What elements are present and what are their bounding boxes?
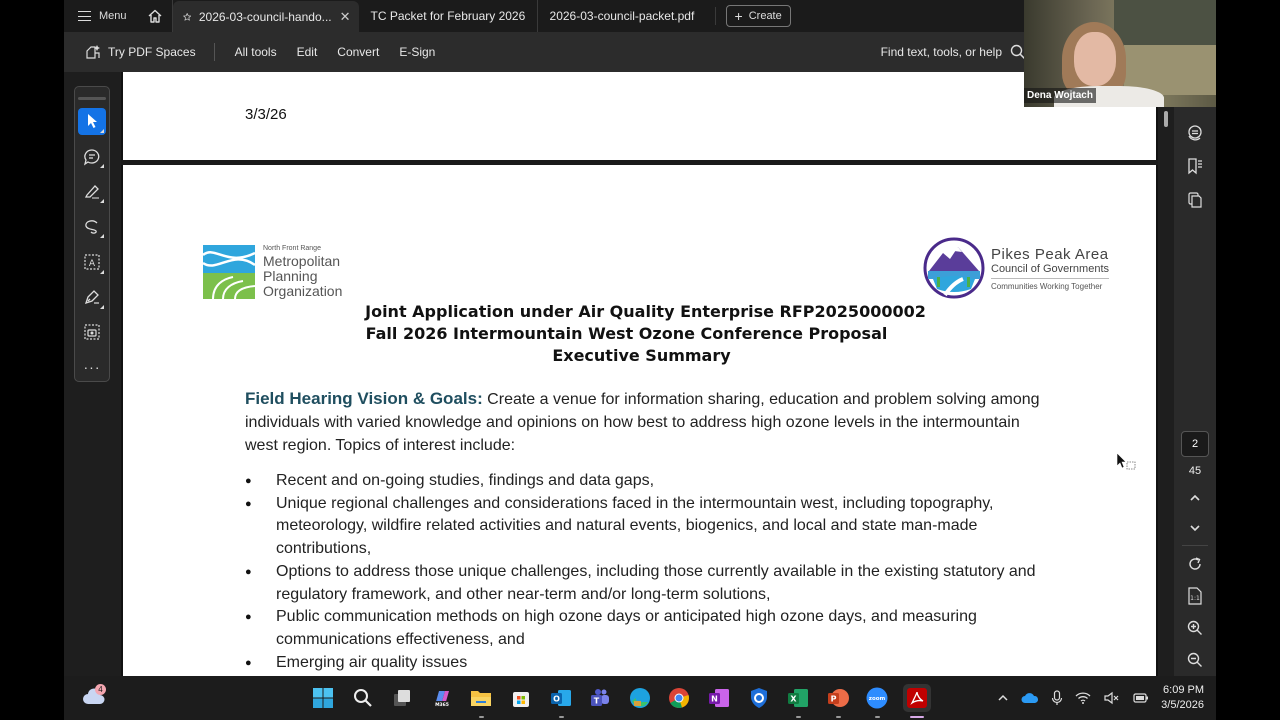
vision-paragraph bbox=[245, 387, 1045, 457]
bookmarks-panel-button[interactable] bbox=[1174, 149, 1216, 183]
zoom-out-icon bbox=[1187, 652, 1203, 668]
camera-snapshot-icon bbox=[83, 323, 101, 341]
vertical-scrollbar[interactable] bbox=[1161, 107, 1171, 676]
zoom-app[interactable] bbox=[863, 684, 891, 712]
weather-badge: 4 bbox=[95, 684, 106, 695]
rotate-button[interactable] bbox=[1174, 548, 1216, 580]
highlighter-pen-icon bbox=[83, 183, 101, 201]
webcam-background bbox=[1114, 0, 1216, 50]
tab-tc-packet[interactable] bbox=[359, 0, 537, 32]
running-indicator bbox=[836, 716, 841, 718]
actual-size-page-icon bbox=[1187, 587, 1203, 605]
current-page bbox=[121, 165, 1158, 676]
home-button[interactable] bbox=[139, 0, 173, 32]
microsoft-store-app[interactable] bbox=[507, 684, 535, 712]
list-item: ● Recent and on-going studies, findings and data gaps, bbox=[245, 470, 1045, 493]
tool-options-corner bbox=[100, 164, 104, 168]
tab-council-packet[interactable] bbox=[537, 0, 715, 32]
powerpoint-icon bbox=[827, 687, 849, 709]
title-line: Fall 2026 Intermountain West Ozone Conference Proposal bbox=[365, 324, 888, 343]
tool-options-corner bbox=[100, 234, 104, 238]
ppacg-logo-text bbox=[991, 246, 1109, 291]
next-page-button[interactable] bbox=[1174, 513, 1216, 543]
windows-logo-icon bbox=[312, 687, 334, 709]
search-icon bbox=[353, 688, 373, 708]
nfrmpo-logo-text bbox=[263, 245, 342, 299]
try-pdf-spaces-label: Try PDF Spaces bbox=[108, 45, 196, 59]
wifi-icon[interactable] bbox=[1075, 691, 1091, 705]
select-tool-button[interactable] bbox=[78, 108, 106, 135]
teams-app[interactable] bbox=[586, 684, 614, 712]
fountain-pen-sign-icon bbox=[83, 288, 101, 306]
current-page-input[interactable]: 2 bbox=[1181, 431, 1209, 457]
system-tray bbox=[997, 676, 1216, 720]
add-comment-tool-button[interactable] bbox=[78, 143, 106, 170]
right-navigation-rail bbox=[1174, 107, 1216, 676]
text-box-icon bbox=[83, 253, 101, 271]
actual-size-button[interactable] bbox=[1174, 580, 1216, 612]
tab-label: 2026-03-council-hando... bbox=[198, 10, 332, 24]
zoom-icon bbox=[866, 687, 888, 709]
paragraph-text: Create a venue for information sharing, education and problem solving among individuals with varied knowledge and opinions on how best to address high ozone levels in the intermountain west region. Topics of interest include: bbox=[245, 391, 1040, 454]
page-thumbnails-button[interactable] bbox=[1174, 183, 1216, 217]
taskbar-search-button[interactable] bbox=[349, 684, 377, 712]
scrollbar-thumb[interactable] bbox=[1164, 111, 1168, 127]
snapshot-tool-button[interactable] bbox=[78, 319, 106, 346]
tab-council-handout[interactable] bbox=[173, 1, 359, 33]
battery-icon[interactable] bbox=[1133, 692, 1149, 704]
rail-grip-handle[interactable] bbox=[78, 97, 106, 100]
running-indicator bbox=[559, 716, 564, 718]
excel-icon bbox=[787, 688, 809, 708]
copy-pages-icon bbox=[1186, 191, 1204, 209]
clock-time: 6:09 PM bbox=[1163, 684, 1204, 696]
active-indicator bbox=[910, 716, 924, 718]
copilot-m365-app[interactable] bbox=[428, 684, 456, 712]
convert-button[interactable] bbox=[327, 45, 389, 59]
sign-tool-button[interactable] bbox=[78, 284, 106, 311]
plus-icon: + bbox=[734, 8, 743, 24]
page-date-text: 3/3/26 bbox=[245, 106, 287, 123]
document-title bbox=[123, 301, 1158, 367]
svg-text:M365: M365 bbox=[434, 703, 449, 708]
more-tools-button[interactable] bbox=[78, 354, 106, 381]
topics-list bbox=[245, 470, 1045, 674]
tool-options-corner bbox=[100, 199, 104, 203]
logo-subtitle: North Front Range bbox=[263, 245, 321, 252]
previous-page-button[interactable] bbox=[1174, 483, 1216, 513]
svg-text:1:1: 1:1 bbox=[1190, 595, 1200, 602]
folder-icon bbox=[470, 688, 492, 708]
previous-page bbox=[121, 72, 1158, 160]
edge-app[interactable] bbox=[626, 684, 654, 712]
ppacg-logo bbox=[923, 237, 1109, 299]
logo-line: Council of Governments bbox=[991, 263, 1109, 279]
title-line: Joint Application under Air Quality Enterprise RFP2025000002 bbox=[365, 302, 926, 321]
all-tools-label: All tools bbox=[234, 45, 277, 59]
zoom-in-icon bbox=[1187, 620, 1203, 636]
task-view-icon bbox=[392, 688, 412, 708]
adobe-acrobat-app[interactable] bbox=[903, 684, 931, 712]
list-item: ● Unique regional challenges and considerations faced in the intermountain west, including topography, meteorology, wildfire related activities and natural events, biogenics, and local and state man-made contributions, bbox=[245, 493, 1045, 561]
highlight-tool-button[interactable] bbox=[78, 178, 106, 205]
document-viewport[interactable] bbox=[121, 72, 1158, 676]
rail-divider bbox=[1182, 545, 1208, 546]
svg-text:N: N bbox=[711, 694, 718, 704]
close-tab-icon[interactable]: ✕ bbox=[339, 9, 351, 24]
draw-tool-button[interactable] bbox=[78, 213, 106, 240]
task-view-button[interactable] bbox=[388, 684, 416, 712]
tool-options-corner bbox=[100, 129, 104, 133]
powerpoint-app[interactable] bbox=[824, 684, 852, 712]
cursor-arrow-icon bbox=[85, 113, 99, 129]
tool-options-corner bbox=[100, 270, 104, 274]
logo-tagline: Communities Working Together bbox=[991, 281, 1103, 291]
create-button[interactable] bbox=[726, 5, 791, 27]
all-tools-button[interactable] bbox=[225, 45, 287, 59]
svg-text:P: P bbox=[830, 694, 837, 704]
total-pages-label: 45 bbox=[1188, 465, 1202, 477]
video-call-thumbnail[interactable] bbox=[1024, 0, 1216, 107]
teams-icon bbox=[589, 688, 611, 708]
outlook-icon bbox=[550, 688, 572, 708]
edge-browser-icon bbox=[629, 687, 651, 709]
m365-copilot-icon bbox=[431, 687, 453, 709]
taskbar-apps bbox=[309, 684, 931, 712]
chrome-app[interactable] bbox=[665, 684, 693, 712]
quick-tools-rail bbox=[74, 86, 110, 382]
rotate-clockwise-icon bbox=[1187, 556, 1203, 572]
star-icon[interactable] bbox=[183, 10, 191, 24]
excel-app[interactable] bbox=[784, 684, 812, 712]
logo-line: Pikes Peak Area bbox=[991, 245, 1109, 263]
participant-name-label: Dena Wojtach bbox=[1024, 88, 1096, 103]
ellipsis-icon: ··· bbox=[83, 359, 101, 376]
text-recognition-tool-button[interactable] bbox=[78, 248, 106, 275]
svg-text:A: A bbox=[88, 259, 96, 270]
start-button[interactable] bbox=[309, 684, 337, 712]
clock-date: 3/5/2026 bbox=[1161, 699, 1204, 711]
logo-line: Organization bbox=[263, 283, 343, 299]
windows-taskbar bbox=[64, 676, 1216, 720]
tool-options-corner bbox=[100, 305, 104, 309]
svg-text:zoom: zoom bbox=[869, 696, 886, 702]
svg-text:X: X bbox=[790, 694, 797, 704]
volume-muted-icon[interactable] bbox=[1103, 691, 1121, 705]
bookmark-list-icon bbox=[1186, 157, 1204, 175]
freehand-draw-icon bbox=[83, 218, 101, 236]
title-line: Executive Summary bbox=[552, 346, 731, 365]
chevron-up-icon bbox=[1189, 493, 1201, 503]
logo-line: Planning bbox=[263, 268, 318, 284]
microphone-icon[interactable] bbox=[1051, 690, 1063, 706]
section-heading: Field Hearing Vision & Goals: bbox=[245, 389, 483, 408]
list-item: ● Public communication methods on high ozone days or anticipated high ozone days, and measuring communications effectiveness, and bbox=[245, 606, 1045, 651]
file-explorer-app[interactable] bbox=[467, 684, 495, 712]
zoom-out-button[interactable] bbox=[1174, 644, 1216, 676]
running-indicator bbox=[796, 716, 801, 718]
logo-line: Metropolitan bbox=[263, 253, 341, 269]
running-indicator bbox=[479, 716, 484, 718]
svg-text:O: O bbox=[552, 694, 560, 704]
esign-label: E-Sign bbox=[399, 45, 436, 59]
esign-button[interactable] bbox=[389, 45, 445, 59]
chevron-down-icon bbox=[1189, 523, 1201, 533]
convert-label: Convert bbox=[337, 45, 380, 59]
search-button[interactable] bbox=[881, 44, 1026, 60]
acrobat-icon bbox=[907, 688, 927, 708]
toolbar-divider bbox=[214, 43, 215, 61]
tab-label: TC Packet for February 2026 bbox=[370, 9, 526, 23]
defender-app[interactable] bbox=[745, 684, 773, 712]
participant-face bbox=[1074, 32, 1116, 86]
ppacg-mountain-logo-icon bbox=[923, 237, 985, 299]
store-bag-icon bbox=[511, 688, 531, 708]
comment-icon bbox=[83, 148, 101, 166]
menu-button[interactable] bbox=[64, 0, 139, 32]
list-item: ● Emerging air quality issues bbox=[245, 652, 1045, 675]
onenote-icon bbox=[708, 688, 730, 708]
list-item: ● Options to address those unique challenges, including those currently available in the existing statutory and regulatory framework, and other near-term and/or long-term solutions, bbox=[245, 561, 1045, 606]
shield-icon bbox=[749, 687, 769, 709]
svg-text:T: T bbox=[593, 696, 600, 706]
zoom-in-button[interactable] bbox=[1174, 612, 1216, 644]
try-pdf-spaces-button[interactable] bbox=[64, 43, 204, 61]
nfrmpo-wave-logo-icon bbox=[203, 245, 255, 299]
edit-label: Edit bbox=[296, 45, 318, 59]
chrome-browser-icon bbox=[668, 687, 690, 709]
comments-panel-icon bbox=[1186, 123, 1204, 141]
show-hidden-icons-chevron-icon[interactable] bbox=[997, 693, 1009, 703]
system-clock[interactable] bbox=[1161, 683, 1204, 713]
nfrmpo-logo bbox=[203, 245, 342, 299]
edit-button[interactable] bbox=[287, 45, 328, 59]
hamburger-icon bbox=[78, 11, 91, 21]
tab-divider bbox=[715, 7, 716, 25]
tab-label: 2026-03-council-packet.pdf bbox=[549, 9, 695, 23]
document-body bbox=[245, 387, 1045, 674]
outlook-app[interactable] bbox=[547, 684, 575, 712]
onedrive-cloud-icon[interactable] bbox=[1021, 692, 1039, 704]
running-indicator bbox=[875, 716, 880, 718]
comments-panel-button[interactable] bbox=[1174, 115, 1216, 149]
mouse-cursor-icon bbox=[1116, 452, 1140, 474]
pdf-spaces-icon bbox=[84, 43, 102, 61]
menu-label: Menu bbox=[99, 10, 127, 22]
onenote-app[interactable] bbox=[705, 684, 733, 712]
home-icon bbox=[147, 8, 163, 24]
create-label: Create bbox=[748, 10, 782, 22]
search-label: Find text, tools, or help bbox=[880, 45, 1002, 59]
